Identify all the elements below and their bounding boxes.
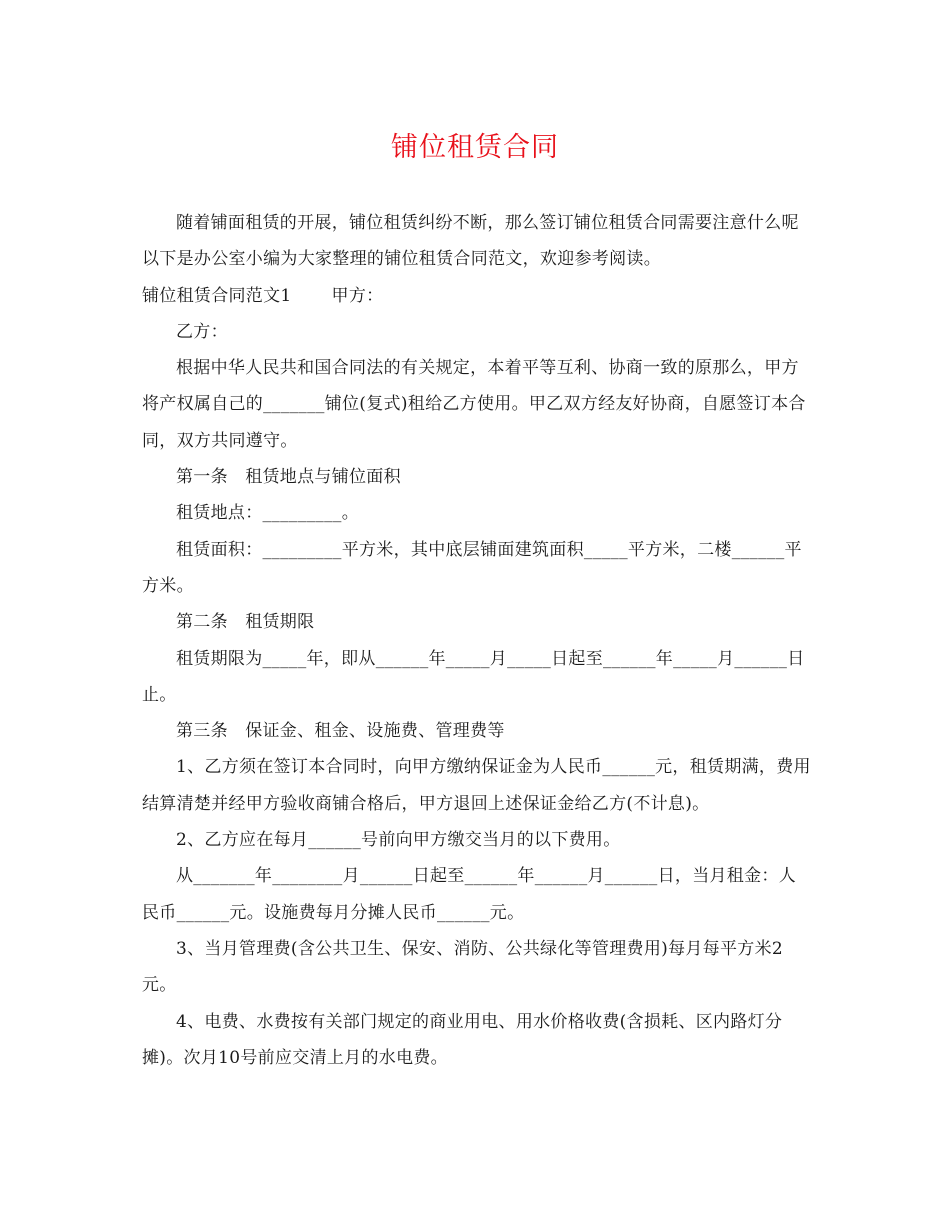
article-3-item-2: 2、乙方应在每月______号前向甲方缴交当月的以下费用。: [176, 830, 621, 851]
article-2-title: 第二条 租赁期限: [176, 612, 315, 633]
article-2-term: 租赁期限为_____年，即从______年_____月_____日起至______年_____月______日止。: [142, 648, 805, 705]
sample-heading: 铺位租赁合同范文1: [142, 285, 292, 306]
article-3-title: 第三条 保证金、租金、设施费、管理费等: [176, 721, 505, 742]
article-3-item-3: 3、当月管理费(含公共卫生、保安、消防、公共绿化等管理费用)每月每平方米2元。: [142, 938, 783, 996]
party-a-label: 甲方：: [331, 285, 384, 306]
document-title: 铺位租赁合同: [391, 132, 559, 163]
article-3-item-1: 1、乙方须在签订本合同时，向甲方缴纳保证金为人民币______元，租赁期满，费用结算清楚并经甲方验收商铺合格后，甲方退回上述保证金给乙方(不计息)。: [142, 757, 811, 814]
article-1-title: 第一条 租赁地点与铺位面积: [176, 467, 401, 488]
article-3-item-2-detail: 从_______年________月______日起至______年______月______日，当月租金：人民币______元。设施费每月分摊人民币______元。: [142, 866, 796, 923]
article-1-location: 租赁地点：_________。: [176, 503, 359, 524]
preamble-paragraph: 根据中华人民共和国合同法的有关规定，本着平等互利、协商一致的原那么，甲方将产权属自己的_______铺位(复式)租给乙方使用。甲乙双方经友好协商，自愿签订本合同，双方共同遵守。: [142, 358, 806, 451]
article-3-item-4: 4、电费、水费按有关部门规定的商业用电、用水价格收费(含损耗、区内路灯分摊)。次月10号前应交清上月的水电费。: [142, 1011, 783, 1068]
sample-heading-line: [142, 278, 812, 314]
party-b-label: 乙方：: [176, 321, 228, 342]
intro-paragraph: 随着铺面租赁的开展，铺位租赁纠纷不断，那么签订铺位租赁合同需要注意什么呢以下是办公室小编为大家整理的铺位租赁合同范文，欢迎参考阅读。: [142, 213, 799, 270]
document-body: [142, 205, 812, 1076]
article-1-area: 租赁面积：_________平方米，其中底层铺面建筑面积_____平方米，二楼______平方米。: [142, 539, 802, 596]
